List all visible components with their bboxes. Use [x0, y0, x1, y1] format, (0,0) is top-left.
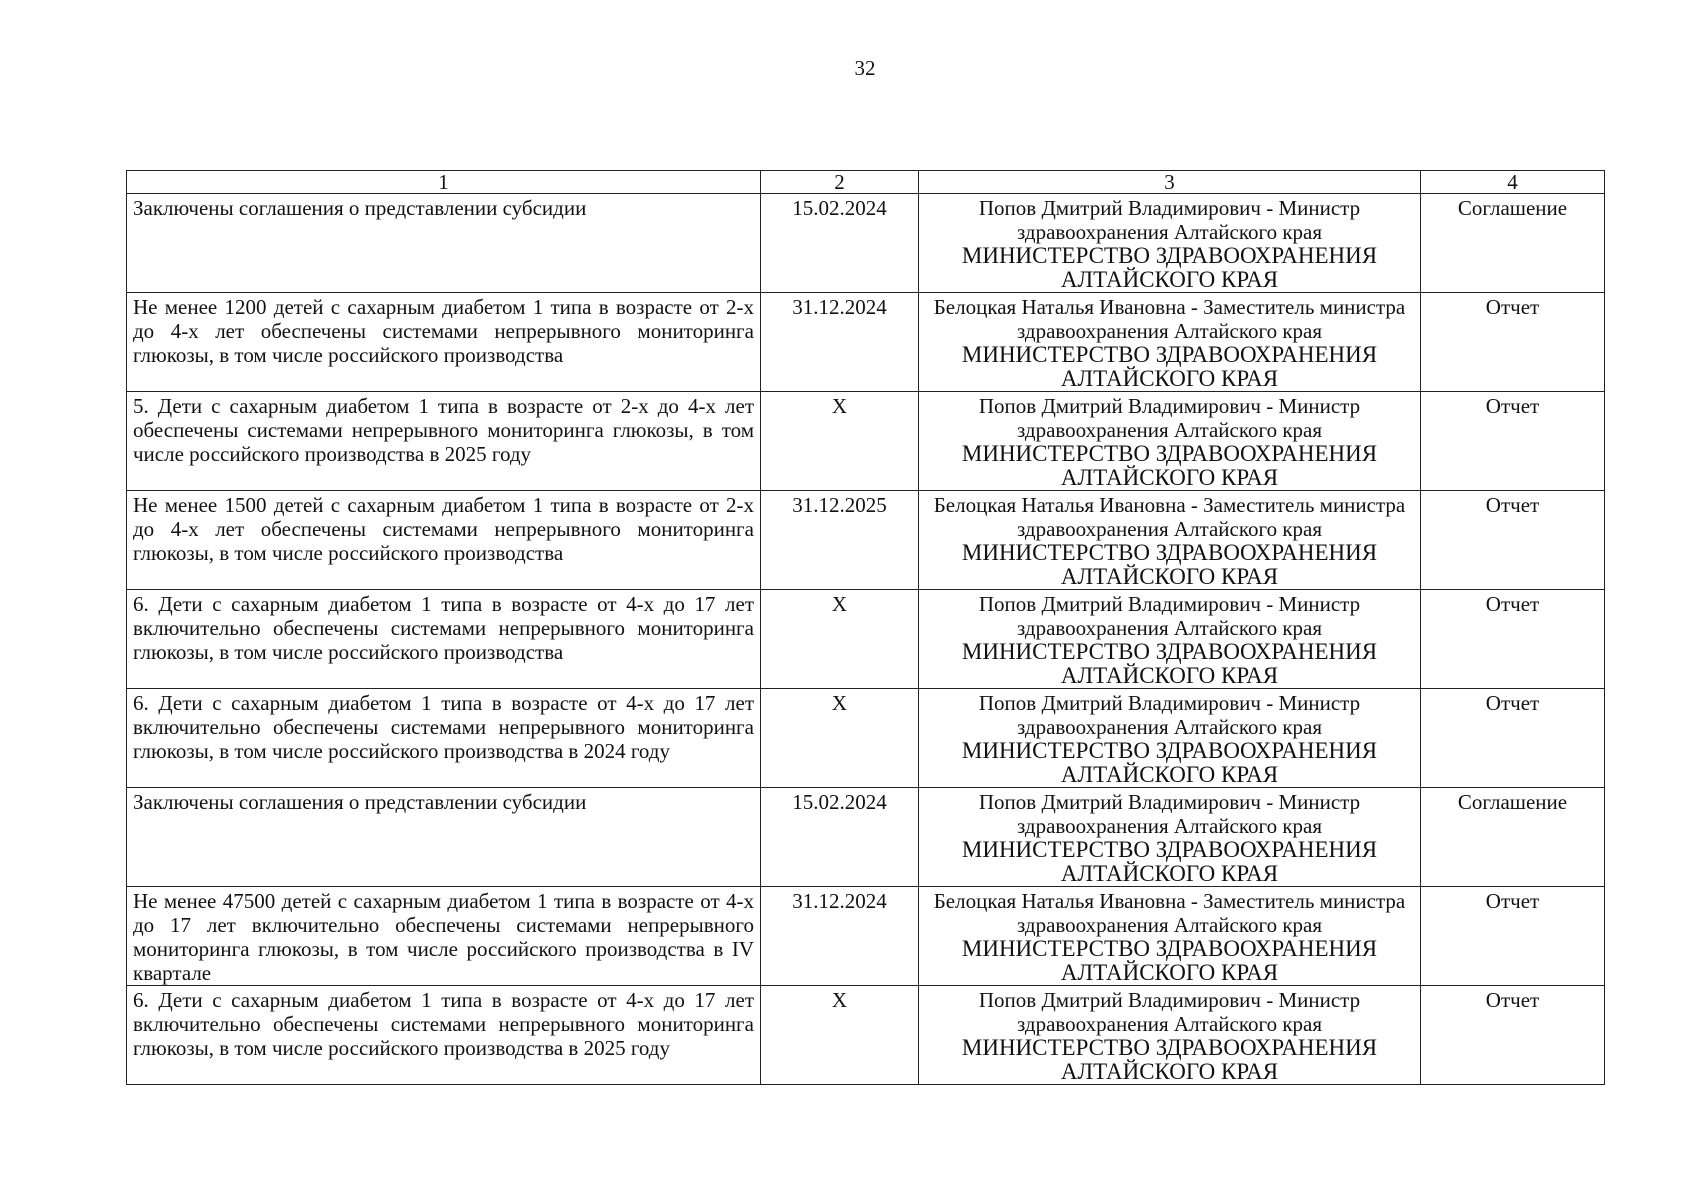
event-description: Не менее 47500 детей с сахарным диабетом 1 типа в возрасте от 4-х до 17 лет включительно обеспечены системами непрерывного мониторинга глюкозы, в том числе российского производства в IV квартале: [127, 887, 761, 986]
responsible-cell: [919, 194, 1421, 293]
responsible-person: Белоцкая Наталья Ивановна - Заместитель министра здравоохранения Алтайского края: [933, 295, 1406, 343]
responsible-cell: [919, 689, 1421, 788]
responsible-cell: [919, 788, 1421, 887]
document-type: Соглашение: [1421, 788, 1605, 887]
event-description: 6. Дети с сахарным диабетом 1 типа в возрасте от 4-х до 17 лет включительно обеспечены системами непрерывного мониторинга глюкозы, в том числе российского производства в 2025 году: [127, 986, 761, 1085]
responsible-organization: МИНИСТЕРСТВО ЗДРАВООХРАНЕНИЯ АЛТАЙСКОГО КРАЯ: [961, 243, 1378, 292]
responsible-person: Попов Дмитрий Владимирович - Министр здравоохранения Алтайского края: [978, 790, 1361, 838]
table-row: [127, 887, 1605, 986]
responsible-organization: МИНИСТЕРСТВО ЗДРАВООХРАНЕНИЯ АЛТАЙСКОГО КРАЯ: [961, 837, 1378, 886]
responsible-cell: [919, 392, 1421, 491]
page-number: 32: [854, 56, 876, 80]
column-header: 4: [1421, 171, 1605, 194]
document-type: Отчет: [1421, 491, 1605, 590]
event-description: Не менее 1200 детей с сахарным диабетом 1 типа в возрасте от 2-х до 4-х лет обеспечены системами непрерывного мониторинга глюкозы, в том числе российского производства: [127, 293, 761, 392]
responsible-cell: [919, 293, 1421, 392]
responsible-organization: МИНИСТЕРСТВО ЗДРАВООХРАНЕНИЯ АЛТАЙСКОГО КРАЯ: [961, 936, 1378, 985]
responsible-organization: МИНИСТЕРСТВО ЗДРАВООХРАНЕНИЯ АЛТАЙСКОГО КРАЯ: [961, 738, 1378, 787]
column-header: 1: [127, 171, 761, 194]
event-description: 6. Дети с сахарным диабетом 1 типа в возрасте от 4-х до 17 лет включительно обеспечены системами непрерывного мониторинга глюкозы, в том числе российского производства: [127, 590, 761, 689]
event-description: Заключены соглашения о представлении субсидии: [127, 194, 761, 293]
due-date: 31.12.2024: [761, 293, 919, 392]
due-date: X: [761, 986, 919, 1085]
responsible-person: Попов Дмитрий Владимирович - Министр здравоохранения Алтайского края: [978, 691, 1361, 739]
responsible-organization: МИНИСТЕРСТВО ЗДРАВООХРАНЕНИЯ АЛТАЙСКОГО КРАЯ: [961, 342, 1378, 391]
table-row: [127, 590, 1605, 689]
event-description: Не менее 1500 детей с сахарным диабетом 1 типа в возрасте от 2-х до 4-х лет обеспечены системами непрерывного мониторинга глюкозы, в том числе российского производства: [127, 491, 761, 590]
table-row: [127, 689, 1605, 788]
event-description: 6. Дети с сахарным диабетом 1 типа в возрасте от 4-х до 17 лет включительно обеспечены системами непрерывного мониторинга глюкозы, в том числе российского производства в 2024 году: [127, 689, 761, 788]
event-description: 5. Дети с сахарным диабетом 1 типа в возрасте от 2-х до 4-х лет обеспечены системами непрерывного мониторинга глюкозы, в том числе российского производства в 2025 году: [127, 392, 761, 491]
table-row: [127, 392, 1605, 491]
column-header: 3: [919, 171, 1421, 194]
responsible-cell: [919, 986, 1421, 1085]
document-type: Отчет: [1421, 689, 1605, 788]
responsible-organization: МИНИСТЕРСТВО ЗДРАВООХРАНЕНИЯ АЛТАЙСКОГО КРАЯ: [961, 639, 1378, 688]
table-row: [127, 788, 1605, 887]
due-date: X: [761, 392, 919, 491]
document-type: Отчет: [1421, 590, 1605, 689]
responsible-organization: МИНИСТЕРСТВО ЗДРАВООХРАНЕНИЯ АЛТАЙСКОГО КРАЯ: [961, 540, 1378, 589]
responsible-cell: [919, 491, 1421, 590]
document-type: Соглашение: [1421, 194, 1605, 293]
responsible-cell: [919, 887, 1421, 986]
responsible-person: Попов Дмитрий Владимирович - Министр здравоохранения Алтайского края: [978, 592, 1361, 640]
responsible-person: Белоцкая Наталья Ивановна - Заместитель министра здравоохранения Алтайского края: [933, 889, 1406, 937]
responsible-person: Попов Дмитрий Владимирович - Министр здравоохранения Алтайского края: [978, 196, 1361, 244]
document-type: Отчет: [1421, 293, 1605, 392]
document-type: Отчет: [1421, 986, 1605, 1085]
responsible-cell: [919, 590, 1421, 689]
document-type: Отчет: [1421, 392, 1605, 491]
due-date: 15.02.2024: [761, 194, 919, 293]
responsible-person: Белоцкая Наталья Ивановна - Заместитель министра здравоохранения Алтайского края: [933, 493, 1406, 541]
document-type: Отчет: [1421, 887, 1605, 986]
responsible-person: Попов Дмитрий Владимирович - Министр здравоохранения Алтайского края: [978, 394, 1361, 442]
responsible-organization: МИНИСТЕРСТВО ЗДРАВООХРАНЕНИЯ АЛТАЙСКОГО КРАЯ: [961, 1035, 1378, 1084]
due-date: 31.12.2025: [761, 491, 919, 590]
table-row: [127, 194, 1605, 293]
event-description: Заключены соглашения о представлении субсидии: [127, 788, 761, 887]
responsible-person: Попов Дмитрий Владимирович - Министр здравоохранения Алтайского края: [978, 988, 1361, 1036]
table-header-row: [127, 171, 1605, 194]
due-date: X: [761, 590, 919, 689]
table-row: [127, 491, 1605, 590]
due-date: X: [761, 689, 919, 788]
column-header: 2: [761, 171, 919, 194]
due-date: 15.02.2024: [761, 788, 919, 887]
document-table: [126, 170, 1605, 1085]
responsible-organization: МИНИСТЕРСТВО ЗДРАВООХРАНЕНИЯ АЛТАЙСКОГО КРАЯ: [961, 441, 1378, 490]
table-row: [127, 986, 1605, 1085]
table-row: [127, 293, 1605, 392]
due-date: 31.12.2024: [761, 887, 919, 986]
